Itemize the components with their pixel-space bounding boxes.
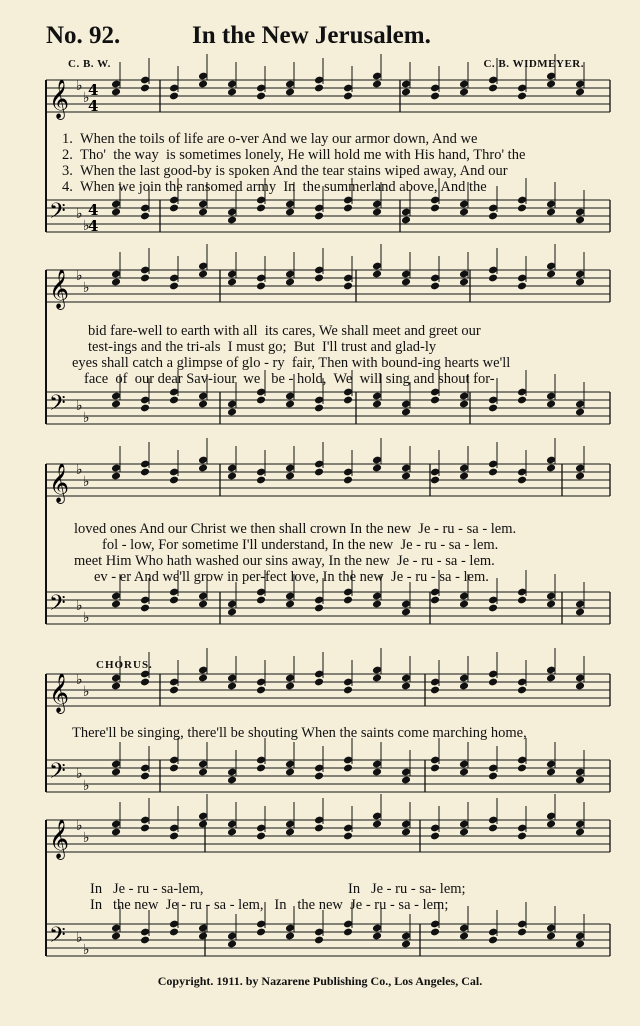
bass-note [401,408,411,417]
bass-note [140,604,150,613]
flat-icon: ♭ [83,942,90,958]
bass-note [227,776,237,785]
treble-note [285,472,295,481]
bass-note [430,764,440,773]
bass-note [488,772,498,781]
treble-note [546,674,556,683]
bass-note [169,764,179,773]
flat-icon: ♭ [76,206,83,222]
treble-note [517,476,527,485]
bass-note [198,600,208,609]
bass-note [430,928,440,937]
bass-note [314,936,324,945]
treble-note [227,472,237,481]
treble-note [546,820,556,829]
treble-note [198,674,208,683]
bass-note [488,404,498,413]
treble-note [169,832,179,841]
treble-note [575,682,585,691]
bass-note [372,400,382,409]
chorus-label: CHORUS. [96,659,153,671]
treble-note [256,832,266,841]
bass-note [517,928,527,937]
bass-note [459,932,469,941]
bass-note [430,396,440,405]
time-signature: 4 [88,81,99,99]
bass-note [256,928,266,937]
bass-note [314,604,324,613]
bass-note [343,928,353,937]
treble-note [372,270,382,279]
flat-icon: ♭ [76,672,83,688]
hymn-number: No. 92. [46,22,121,49]
treble-note [488,824,498,833]
treble-note [227,88,237,97]
bass-note [459,600,469,609]
bass-note [459,208,469,217]
time-signature: 4 [88,201,99,219]
treble-note [343,476,353,485]
treble-note [517,832,527,841]
flat-icon: ♭ [83,610,90,626]
treble-note [488,468,498,477]
bass-note [575,216,585,225]
copyright-notice: Copyright. 1911. by Nazarene Publishing Co., Los Angeles, Cal. [157,974,483,988]
bass-note [111,400,121,409]
treble-note [198,80,208,89]
treble-note [372,820,382,829]
flat-icon: ♭ [76,766,83,782]
treble-note [285,828,295,837]
bass-note [517,596,527,605]
treble-note [546,270,556,279]
treble-note [430,476,440,485]
treble-note [111,278,121,287]
flat-icon: ♭ [76,268,83,284]
treble-note [169,686,179,695]
flat-icon: ♭ [76,818,83,834]
bass-note [169,596,179,605]
flat-icon: ♭ [76,78,83,94]
flat-icon: ♭ [83,778,90,794]
bass-note [198,768,208,777]
hymn-title: In the New Jerusalem. [192,22,431,49]
treble-note [401,682,411,691]
bass-note [546,932,556,941]
bass-note [343,596,353,605]
treble-clef-icon: 𝄞 [49,819,70,859]
treble-note [343,832,353,841]
treble-note [517,282,527,291]
treble-note [459,682,469,691]
treble-note [401,828,411,837]
bass-note [285,768,295,777]
treble-note [430,832,440,841]
treble-note [517,686,527,695]
treble-note [517,92,527,101]
bass-note [256,204,266,213]
bass-note [488,604,498,613]
treble-note [111,682,121,691]
treble-note [575,88,585,97]
treble-note [227,682,237,691]
treble-note [459,828,469,837]
treble-note [575,278,585,287]
bass-note [169,928,179,937]
treble-note [198,820,208,829]
bass-note [140,212,150,221]
treble-note [227,828,237,837]
bass-note [314,772,324,781]
treble-note [285,88,295,97]
verse-3-line-2: eyes shall catch a glimpse of glo - ry fair, Then with bound-ing hearts we'll [72,355,511,371]
treble-note [401,88,411,97]
treble-note [169,476,179,485]
flat-icon: ♭ [76,462,83,478]
verse-4-line-3: ev - er And we'll grow in per-fect love, In the new Je - ru - sa - lem. [94,569,489,585]
treble-note [140,468,150,477]
treble-note [430,92,440,101]
treble-clef-icon: 𝄞 [49,463,70,503]
bass-note [227,940,237,949]
treble-note [314,84,324,93]
treble-note [111,472,121,481]
treble-note [343,92,353,101]
verse-1-line-2: bid fare-well to earth with all its cares, We shall meet and greet our [88,323,481,339]
flat-icon: ♭ [83,90,90,106]
bass-note [285,932,295,941]
chorus-lyric-line-2b: In Je - ru - sa- lem; [348,881,466,897]
bass-note [575,608,585,617]
treble-note [343,282,353,291]
treble-note [372,80,382,89]
bass-note [343,396,353,405]
bass-note [575,776,585,785]
treble-note [140,84,150,93]
verse-2-line-1: 2. Tho' the way is sometimes lonely, He will hold me with His hand, Thro' the [62,147,526,163]
treble-note [372,674,382,683]
treble-note [314,824,324,833]
flat-icon: ♭ [83,474,90,490]
time-signature: 4 [88,97,99,115]
bass-note [285,400,295,409]
bass-note [546,400,556,409]
bass-note [256,596,266,605]
flat-icon: ♭ [83,684,90,700]
treble-note [430,282,440,291]
verse-3-line-1: 3. When the last good-by is spoken And the tear stains wiped away, And our [62,163,508,179]
bass-note [111,600,121,609]
bass-note [227,216,237,225]
treble-clef-icon: 𝄞 [49,673,70,713]
bass-note [575,408,585,417]
treble-clef-icon: 𝄞 [49,79,70,119]
bass-note [111,208,121,217]
bass-note [111,932,121,941]
flat-icon: ♭ [83,280,90,296]
flat-icon: ♭ [76,398,83,414]
treble-note [169,92,179,101]
treble-note [459,278,469,287]
bass-note [430,596,440,605]
treble-note [256,686,266,695]
bass-note [401,608,411,617]
flat-icon: ♭ [76,930,83,946]
treble-note [285,682,295,691]
time-signature: 4 [88,217,99,235]
treble-note [575,472,585,481]
treble-note [546,80,556,89]
treble-note [227,278,237,287]
treble-note [198,270,208,279]
bass-clef-icon: 𝄢 [49,591,66,621]
flat-icon: ♭ [83,410,90,426]
bass-note [285,208,295,217]
bass-note [314,212,324,221]
bass-note [111,768,121,777]
treble-note [285,278,295,287]
bass-note [488,936,498,945]
treble-note [256,282,266,291]
treble-note [488,274,498,283]
treble-note [401,472,411,481]
chorus-lyric-line-3: In the new Je - ru - sa - lem, In the new Je - ru - sa - lem; [90,897,449,913]
bass-note [517,204,527,213]
bass-note [372,600,382,609]
bass-note [343,764,353,773]
treble-note [314,468,324,477]
bass-note [517,396,527,405]
bass-clef-icon: 𝄢 [49,199,66,229]
bass-note [314,404,324,413]
music-credit: C. B. WIDMEYER. [483,58,584,70]
treble-note [111,828,121,837]
treble-note [372,464,382,473]
bass-note [198,400,208,409]
treble-note [140,678,150,687]
bass-note [430,204,440,213]
bass-note [575,940,585,949]
verse-1-line-1: 1. When the toils of life are o-ver And we lay our armor down, And we [62,131,478,147]
treble-note [198,464,208,473]
treble-note [111,88,121,97]
verse-2-line-3: fol - low, For sometime I'll understand, In the new Je - ru - sa - lem. [102,537,499,553]
bass-note [285,600,295,609]
treble-note [488,84,498,93]
treble-note [459,88,469,97]
bass-note [198,932,208,941]
bass-note [459,400,469,409]
treble-note [140,274,150,283]
treble-note [401,278,411,287]
words-credit: C. B. W. [68,58,111,70]
verse-1-line-3: loved ones And our Christ we then shall crown In the new Je - ru - sa - lem. [74,521,517,537]
bass-note [401,940,411,949]
verse-3-line-3: meet Him Who hath washed our sins away, In the new Je - ru - sa - lem. [74,553,495,569]
bass-note [256,764,266,773]
bass-clef-icon: 𝄢 [49,391,66,421]
treble-note [256,476,266,485]
treble-note [256,92,266,101]
verse-2-line-2: test-ings and the tri-als I must go; But I'll trust and glad-ly [88,339,437,355]
bass-note [459,768,469,777]
bass-note [372,768,382,777]
bass-note [488,212,498,221]
verse-4-line-2: face of our dear Sav-iour we be - hold, We will sing and shout for- [84,371,495,387]
bass-clef-icon: 𝄢 [49,759,66,789]
treble-note [488,678,498,687]
flat-icon: ♭ [83,830,90,846]
bass-clef-icon: 𝄢 [49,923,66,953]
bass-note [372,932,382,941]
bass-note [372,208,382,217]
bass-note [401,216,411,225]
treble-note [459,472,469,481]
bass-note [256,396,266,405]
bass-note [227,408,237,417]
verse-4-line-1: 4. When we join the ransomed army In the summerland above, And the [62,179,487,195]
bass-note [169,204,179,213]
treble-note [575,828,585,837]
bass-note [169,396,179,405]
treble-note [343,686,353,695]
bass-note [140,404,150,413]
bass-note [546,768,556,777]
bass-note [198,208,208,217]
bass-note [140,772,150,781]
bass-note [517,764,527,773]
treble-note [169,282,179,291]
treble-note [430,686,440,695]
treble-clef-icon: 𝄞 [49,269,70,309]
bass-note [401,776,411,785]
bass-note [546,208,556,217]
treble-note [140,824,150,833]
bass-note [140,936,150,945]
bass-note [343,204,353,213]
chorus-lyric-line-2a: In Je - ru - sa-lem, [90,881,204,897]
treble-note [314,678,324,687]
chorus-lyric-line-1: There'll be singing, there'll be shouting When the saints come marching home, [72,725,527,741]
flat-icon: ♭ [83,218,90,234]
bass-note [546,600,556,609]
flat-icon: ♭ [76,598,83,614]
bass-note [227,608,237,617]
treble-note [314,274,324,283]
treble-note [546,464,556,473]
